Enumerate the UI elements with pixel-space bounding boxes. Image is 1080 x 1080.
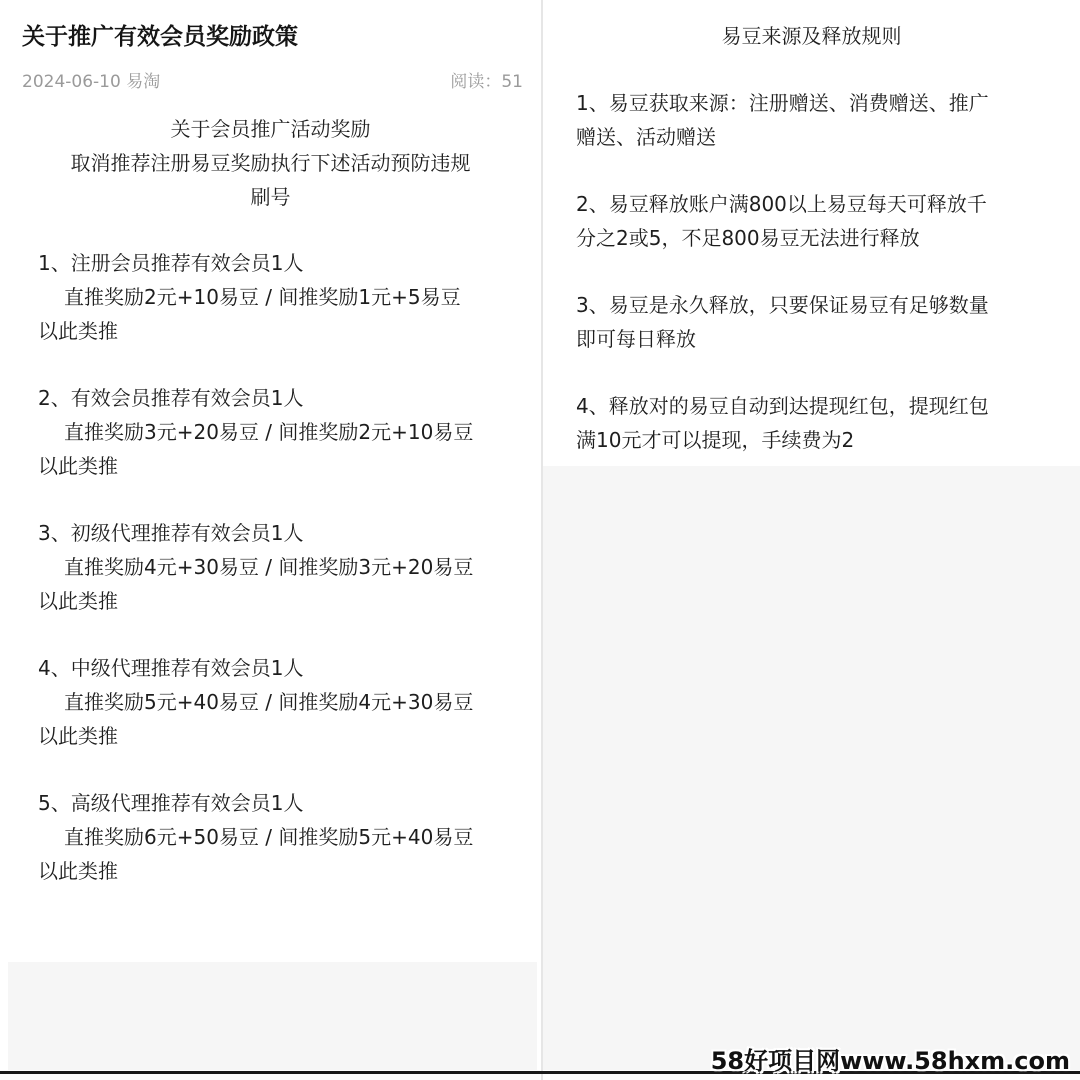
rule-item (576, 187, 1056, 255)
rule-item-line: 2、易豆释放账户满800以上易豆每天可释放千 (576, 192, 987, 216)
reward-item-title: 1、注册会员推荐有效会员1人 (38, 251, 304, 275)
reward-item-title: 3、初级代理推荐有效会员1人 (38, 521, 304, 545)
heading-line: 取消推荐注册易豆奖励执行下述活动预防违规 (70, 151, 471, 175)
rule-item-line: 分之2或5，不足800易豆无法进行释放 (576, 226, 920, 250)
reward-item-detail: 直推奖励2元+10易豆 / 间推奖励1元+5易豆 (64, 285, 461, 309)
rule-item-line: 赠送、活动赠送 (576, 125, 716, 149)
reward-item-detail: 直推奖励5元+40易豆 / 间推奖励4元+30易豆 (64, 690, 474, 714)
reward-item-note: 以此类推 (38, 454, 118, 478)
reward-item-note: 以此类推 (38, 589, 118, 613)
article-date-author: 2024-06-10 易淘 (22, 72, 161, 92)
reward-item-title: 4、中级代理推荐有效会员1人 (38, 656, 304, 680)
site-watermark: 58好项目网www.58hxm.com (710, 1047, 1070, 1075)
rule-item (576, 288, 1056, 356)
rules-title: 易豆来源及释放规则 (721, 24, 902, 48)
reward-item-note: 以此类推 (38, 859, 118, 883)
reward-item-title: 5、高级代理推荐有效会员1人 (38, 791, 304, 815)
article-title: 关于推广有效会员奖励政策 (22, 24, 298, 50)
reward-item (38, 381, 473, 483)
article-read-count: 阅读：51 (450, 72, 523, 92)
reward-item (38, 786, 473, 888)
section-heading (0, 112, 541, 214)
reward-item-detail: 直推奖励4元+30易豆 / 间推奖励3元+20易豆 (64, 555, 474, 579)
right-article-panel (543, 0, 1080, 1080)
rule-item (576, 389, 1056, 457)
reward-item (38, 651, 473, 753)
rule-item-line: 即可每日释放 (576, 327, 696, 351)
reward-item (38, 516, 473, 618)
empty-area (8, 962, 537, 1070)
rule-item-line: 4、释放对的易豆自动到达提现红包，提现红包 (576, 394, 989, 418)
reward-item-detail: 直推奖励6元+50易豆 / 间推奖励5元+40易豆 (64, 825, 474, 849)
heading-line: 关于会员推广活动奖励 (170, 117, 371, 141)
rule-item-line: 3、易豆是永久释放，只要保证易豆有足够数量 (576, 293, 989, 317)
rule-item-line: 1、易豆获取来源：注册赠送、消费赠送、推广 (576, 91, 989, 115)
reward-item-title: 2、有效会员推荐有效会员1人 (38, 386, 304, 410)
rule-item-line: 满10元才可以提现，手续费为2 (576, 428, 855, 452)
empty-area (543, 466, 1080, 1070)
reward-item-note: 以此类推 (38, 724, 118, 748)
reward-item-detail: 直推奖励3元+20易豆 / 间推奖励2元+10易豆 (64, 420, 474, 444)
heading-line: 刷号 (250, 185, 291, 209)
reward-item (38, 246, 461, 348)
reward-item-note: 以此类推 (38, 319, 118, 343)
rule-item (576, 86, 1056, 154)
